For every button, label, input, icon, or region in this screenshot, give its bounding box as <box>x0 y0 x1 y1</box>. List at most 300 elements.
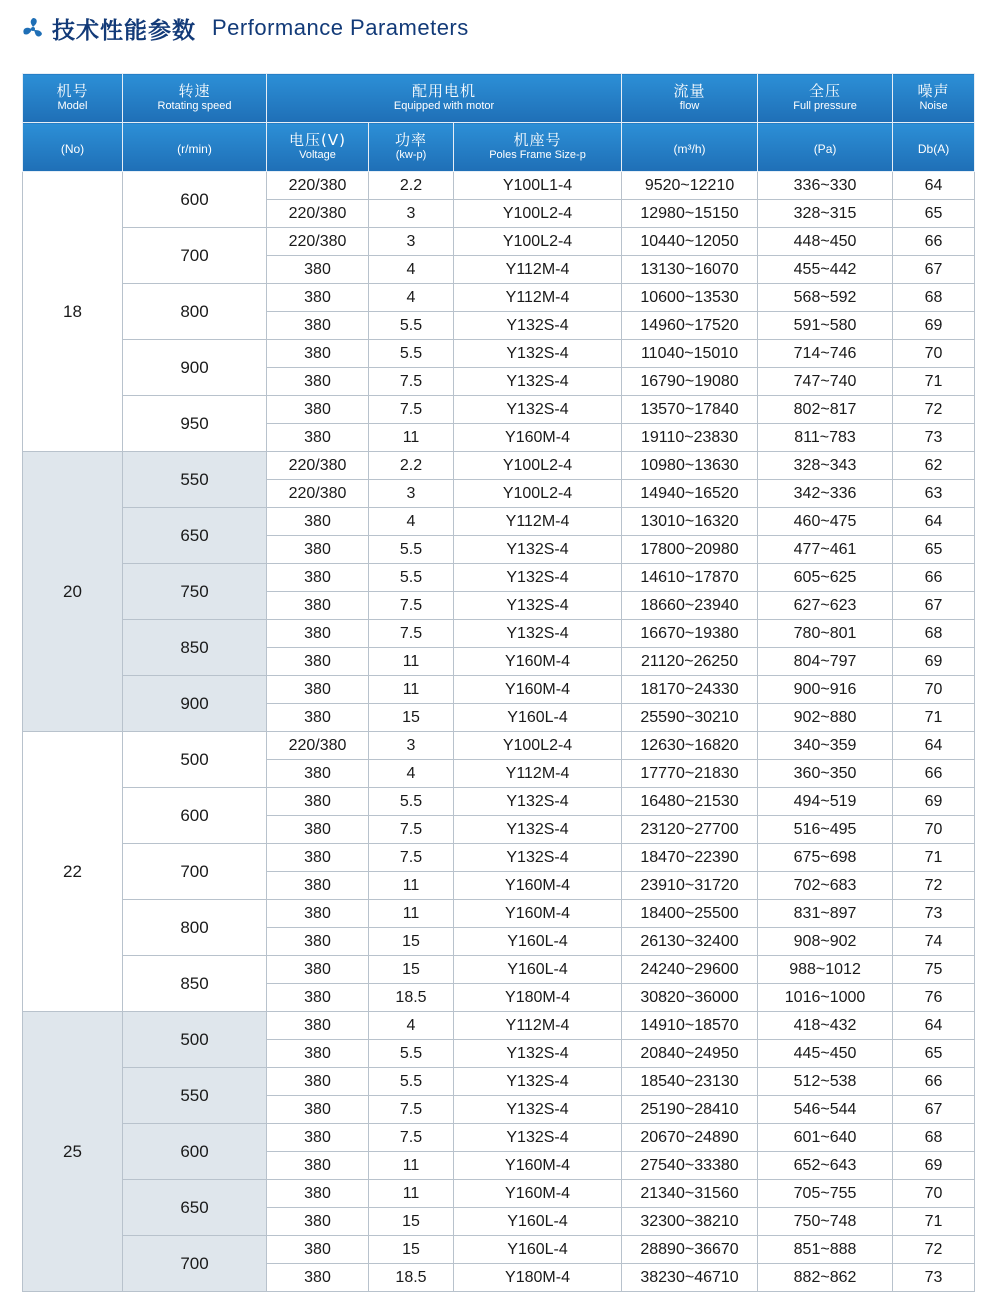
pressure-cell: 512~538 <box>758 1068 893 1096</box>
voltage-cell: 380 <box>267 816 369 844</box>
col-header-voltage: 电压(V) Voltage <box>267 123 369 172</box>
pressure-cell: 418~432 <box>758 1012 893 1040</box>
flow-cell: 32300~38210 <box>622 1208 758 1236</box>
frame-cell: Y112M-4 <box>454 760 622 788</box>
pressure-cell: 340~359 <box>758 732 893 760</box>
voltage-cell: 380 <box>267 396 369 424</box>
voltage-cell: 380 <box>267 760 369 788</box>
table-row <box>23 620 975 648</box>
frame-cell: Y160M-4 <box>454 648 622 676</box>
pressure-cell: 568~592 <box>758 284 893 312</box>
col-header-model: 机号 Model <box>23 74 123 123</box>
frame-cell: Y132S-4 <box>454 340 622 368</box>
pressure-cell: 831~897 <box>758 900 893 928</box>
flow-cell: 25590~30210 <box>622 704 758 732</box>
power-cell: 7.5 <box>369 620 454 648</box>
frame-cell: Y132S-4 <box>454 396 622 424</box>
frame-cell: Y132S-4 <box>454 368 622 396</box>
flow-cell: 14610~17870 <box>622 564 758 592</box>
pressure-cell: 902~880 <box>758 704 893 732</box>
table-row <box>23 1236 975 1264</box>
noise-cell: 70 <box>893 340 975 368</box>
flow-cell: 14910~18570 <box>622 1012 758 1040</box>
noise-cell: 67 <box>893 1096 975 1124</box>
model-number-cell: 18 <box>23 172 123 452</box>
voltage-cell: 380 <box>267 1096 369 1124</box>
noise-cell: 73 <box>893 424 975 452</box>
flow-cell: 18660~23940 <box>622 592 758 620</box>
table-row <box>23 732 975 760</box>
voltage-cell: 380 <box>267 1264 369 1292</box>
power-cell: 5.5 <box>369 564 454 592</box>
model-number-cell: 25 <box>23 1012 123 1292</box>
pressure-cell: 747~740 <box>758 368 893 396</box>
flow-cell: 17800~20980 <box>622 536 758 564</box>
power-cell: 4 <box>369 508 454 536</box>
voltage-cell: 220/380 <box>267 732 369 760</box>
noise-cell: 64 <box>893 1012 975 1040</box>
noise-cell: 69 <box>893 1152 975 1180</box>
page-title-en: Performance Parameters <box>212 15 469 40</box>
col-header-motor: 配用电机 Equipped with motor <box>267 74 622 123</box>
voltage-cell: 380 <box>267 872 369 900</box>
voltage-cell: 380 <box>267 1012 369 1040</box>
speed-cell: 600 <box>123 1124 267 1180</box>
voltage-cell: 380 <box>267 340 369 368</box>
power-cell: 5.5 <box>369 788 454 816</box>
col-header-speed: 转速 Rotating speed <box>123 74 267 123</box>
pressure-cell: 908~902 <box>758 928 893 956</box>
pressure-cell: 780~801 <box>758 620 893 648</box>
flow-cell: 20670~24890 <box>622 1124 758 1152</box>
model-number-cell: 20 <box>23 452 123 732</box>
table-row <box>23 1012 975 1040</box>
power-cell: 18.5 <box>369 1264 454 1292</box>
pressure-cell: 360~350 <box>758 760 893 788</box>
voltage-cell: 380 <box>267 928 369 956</box>
table-row <box>23 676 975 704</box>
noise-cell: 67 <box>893 256 975 284</box>
noise-cell: 66 <box>893 564 975 592</box>
frame-cell: Y160L-4 <box>454 1208 622 1236</box>
frame-cell: Y112M-4 <box>454 284 622 312</box>
flow-cell: 16790~19080 <box>622 368 758 396</box>
power-cell: 5.5 <box>369 312 454 340</box>
voltage-cell: 380 <box>267 1124 369 1152</box>
flow-cell: 14940~16520 <box>622 480 758 508</box>
flow-cell: 14960~17520 <box>622 312 758 340</box>
voltage-cell: 380 <box>267 704 369 732</box>
pressure-cell: 675~698 <box>758 844 893 872</box>
voltage-cell: 380 <box>267 312 369 340</box>
speed-cell: 850 <box>123 620 267 676</box>
flow-cell: 23910~31720 <box>622 872 758 900</box>
power-cell: 5.5 <box>369 340 454 368</box>
frame-cell: Y132S-4 <box>454 788 622 816</box>
flow-cell: 21340~31560 <box>622 1180 758 1208</box>
frame-cell: Y132S-4 <box>454 816 622 844</box>
flow-cell: 24240~29600 <box>622 956 758 984</box>
unit-model: (No) <box>23 123 123 172</box>
voltage-cell: 380 <box>267 648 369 676</box>
pressure-cell: 627~623 <box>758 592 893 620</box>
power-cell: 7.5 <box>369 1096 454 1124</box>
noise-cell: 66 <box>893 1068 975 1096</box>
power-cell: 7.5 <box>369 396 454 424</box>
page-header <box>20 8 469 48</box>
col-header-frame: 机座号 Poles Frame Size-p <box>454 123 622 172</box>
noise-cell: 72 <box>893 872 975 900</box>
noise-cell: 71 <box>893 1208 975 1236</box>
speed-cell: 700 <box>123 844 267 900</box>
frame-cell: Y132S-4 <box>454 592 622 620</box>
voltage-cell: 380 <box>267 1180 369 1208</box>
table-row <box>23 788 975 816</box>
table-row <box>23 844 975 872</box>
pressure-cell: 804~797 <box>758 648 893 676</box>
power-cell: 11 <box>369 900 454 928</box>
frame-cell: Y160M-4 <box>454 1152 622 1180</box>
power-cell: 11 <box>369 676 454 704</box>
frame-cell: Y180M-4 <box>454 984 622 1012</box>
flow-cell: 18400~25500 <box>622 900 758 928</box>
pressure-cell: 988~1012 <box>758 956 893 984</box>
speed-cell: 700 <box>123 1236 267 1292</box>
pressure-cell: 342~336 <box>758 480 893 508</box>
pressure-cell: 605~625 <box>758 564 893 592</box>
noise-cell: 74 <box>893 928 975 956</box>
unit-speed: (r/min) <box>123 123 267 172</box>
speed-cell: 550 <box>123 452 267 508</box>
power-cell: 3 <box>369 200 454 228</box>
col-header-noise: 噪声 Noise <box>893 74 975 123</box>
power-cell: 4 <box>369 256 454 284</box>
table-row <box>23 396 975 424</box>
page-title-cn: 技术性能参数 <box>52 17 196 44</box>
flow-cell: 10600~13530 <box>622 284 758 312</box>
pressure-cell: 546~544 <box>758 1096 893 1124</box>
noise-cell: 70 <box>893 1180 975 1208</box>
noise-cell: 72 <box>893 1236 975 1264</box>
power-cell: 7.5 <box>369 368 454 396</box>
table-row <box>23 508 975 536</box>
power-cell: 7.5 <box>369 592 454 620</box>
frame-cell: Y100L2-4 <box>454 732 622 760</box>
noise-cell: 69 <box>893 648 975 676</box>
noise-cell: 73 <box>893 1264 975 1292</box>
pressure-cell: 714~746 <box>758 340 893 368</box>
flow-cell: 21120~26250 <box>622 648 758 676</box>
noise-cell: 76 <box>893 984 975 1012</box>
voltage-cell: 380 <box>267 844 369 872</box>
flow-cell: 13010~16320 <box>622 508 758 536</box>
noise-cell: 69 <box>893 788 975 816</box>
speed-cell: 900 <box>123 340 267 396</box>
noise-cell: 67 <box>893 592 975 620</box>
pressure-cell: 900~916 <box>758 676 893 704</box>
unit-noise: Db(A) <box>893 123 975 172</box>
flow-cell: 12980~15150 <box>622 200 758 228</box>
frame-cell: Y112M-4 <box>454 1012 622 1040</box>
flow-cell: 18170~24330 <box>622 676 758 704</box>
flow-cell: 18470~22390 <box>622 844 758 872</box>
speed-cell: 600 <box>123 788 267 844</box>
frame-cell: Y100L2-4 <box>454 200 622 228</box>
power-cell: 15 <box>369 1236 454 1264</box>
speed-cell: 700 <box>123 228 267 284</box>
noise-cell: 64 <box>893 732 975 760</box>
noise-cell: 71 <box>893 844 975 872</box>
noise-cell: 70 <box>893 676 975 704</box>
table-row <box>23 1068 975 1096</box>
flow-cell: 25190~28410 <box>622 1096 758 1124</box>
noise-cell: 64 <box>893 172 975 200</box>
col-header-flow: 流量 flow <box>622 74 758 123</box>
pressure-cell: 328~315 <box>758 200 893 228</box>
unit-flow: (m³/h) <box>622 123 758 172</box>
flow-cell: 13570~17840 <box>622 396 758 424</box>
flow-cell: 27540~33380 <box>622 1152 758 1180</box>
flow-cell: 11040~15010 <box>622 340 758 368</box>
power-cell: 11 <box>369 1180 454 1208</box>
speed-cell: 500 <box>123 732 267 788</box>
voltage-cell: 220/380 <box>267 172 369 200</box>
power-cell: 11 <box>369 648 454 676</box>
frame-cell: Y160L-4 <box>454 956 622 984</box>
power-cell: 5.5 <box>369 1068 454 1096</box>
voltage-cell: 380 <box>267 284 369 312</box>
table-row <box>23 956 975 984</box>
frame-cell: Y132S-4 <box>454 1040 622 1068</box>
voltage-cell: 380 <box>267 564 369 592</box>
table-row <box>23 1124 975 1152</box>
flow-cell: 20840~24950 <box>622 1040 758 1068</box>
flow-cell: 12630~16820 <box>622 732 758 760</box>
frame-cell: Y160M-4 <box>454 900 622 928</box>
speed-cell: 500 <box>123 1012 267 1068</box>
noise-cell: 66 <box>893 760 975 788</box>
power-cell: 11 <box>369 424 454 452</box>
noise-cell: 71 <box>893 704 975 732</box>
voltage-cell: 220/380 <box>267 480 369 508</box>
frame-cell: Y100L2-4 <box>454 480 622 508</box>
power-cell: 2.2 <box>369 172 454 200</box>
pressure-cell: 448~450 <box>758 228 893 256</box>
flow-cell: 16670~19380 <box>622 620 758 648</box>
pressure-cell: 851~888 <box>758 1236 893 1264</box>
frame-cell: Y180M-4 <box>454 1264 622 1292</box>
table-row <box>23 228 975 256</box>
frame-cell: Y160M-4 <box>454 676 622 704</box>
power-cell: 7.5 <box>369 844 454 872</box>
noise-cell: 72 <box>893 396 975 424</box>
noise-cell: 75 <box>893 956 975 984</box>
frame-cell: Y100L2-4 <box>454 228 622 256</box>
power-cell: 3 <box>369 480 454 508</box>
voltage-cell: 380 <box>267 592 369 620</box>
pressure-cell: 652~643 <box>758 1152 893 1180</box>
flow-cell: 28890~36670 <box>622 1236 758 1264</box>
pressure-cell: 802~817 <box>758 396 893 424</box>
voltage-cell: 380 <box>267 1208 369 1236</box>
power-cell: 11 <box>369 872 454 900</box>
pressure-cell: 750~748 <box>758 1208 893 1236</box>
pressure-cell: 445~450 <box>758 1040 893 1068</box>
voltage-cell: 380 <box>267 900 369 928</box>
frame-cell: Y132S-4 <box>454 1124 622 1152</box>
voltage-cell: 380 <box>267 536 369 564</box>
power-cell: 7.5 <box>369 1124 454 1152</box>
flow-cell: 13130~16070 <box>622 256 758 284</box>
flow-cell: 23120~27700 <box>622 816 758 844</box>
voltage-cell: 220/380 <box>267 228 369 256</box>
power-cell: 7.5 <box>369 816 454 844</box>
pressure-cell: 455~442 <box>758 256 893 284</box>
voltage-cell: 220/380 <box>267 200 369 228</box>
speed-cell: 850 <box>123 956 267 1012</box>
power-cell: 4 <box>369 760 454 788</box>
table-body <box>23 172 975 1292</box>
noise-cell: 68 <box>893 1124 975 1152</box>
speed-cell: 650 <box>123 1180 267 1236</box>
frame-cell: Y160M-4 <box>454 872 622 900</box>
frame-cell: Y100L2-4 <box>454 452 622 480</box>
pressure-cell: 705~755 <box>758 1180 893 1208</box>
voltage-cell: 380 <box>267 620 369 648</box>
power-cell: 11 <box>369 1152 454 1180</box>
power-cell: 15 <box>369 704 454 732</box>
frame-cell: Y132S-4 <box>454 620 622 648</box>
noise-cell: 62 <box>893 452 975 480</box>
frame-cell: Y132S-4 <box>454 1068 622 1096</box>
flow-cell: 10980~13630 <box>622 452 758 480</box>
frame-cell: Y160L-4 <box>454 704 622 732</box>
power-cell: 4 <box>369 284 454 312</box>
frame-cell: Y112M-4 <box>454 256 622 284</box>
flow-cell: 9520~12210 <box>622 172 758 200</box>
voltage-cell: 380 <box>267 984 369 1012</box>
power-cell: 4 <box>369 1012 454 1040</box>
flow-cell: 17770~21830 <box>622 760 758 788</box>
frame-cell: Y132S-4 <box>454 564 622 592</box>
noise-cell: 65 <box>893 200 975 228</box>
voltage-cell: 380 <box>267 256 369 284</box>
noise-cell: 73 <box>893 900 975 928</box>
flow-cell: 30820~36000 <box>622 984 758 1012</box>
speed-cell: 800 <box>123 900 267 956</box>
table-row <box>23 340 975 368</box>
power-cell: 5.5 <box>369 1040 454 1068</box>
voltage-cell: 380 <box>267 788 369 816</box>
frame-cell: Y112M-4 <box>454 508 622 536</box>
voltage-cell: 380 <box>267 1068 369 1096</box>
power-cell: 15 <box>369 956 454 984</box>
frame-cell: Y132S-4 <box>454 312 622 340</box>
voltage-cell: 380 <box>267 508 369 536</box>
noise-cell: 65 <box>893 536 975 564</box>
voltage-cell: 380 <box>267 424 369 452</box>
speed-cell: 950 <box>123 396 267 452</box>
pressure-cell: 702~683 <box>758 872 893 900</box>
power-cell: 5.5 <box>369 536 454 564</box>
power-cell: 2.2 <box>369 452 454 480</box>
voltage-cell: 380 <box>267 1040 369 1068</box>
voltage-cell: 380 <box>267 676 369 704</box>
pressure-cell: 336~330 <box>758 172 893 200</box>
fan-blade-icon <box>20 15 46 41</box>
pressure-cell: 601~640 <box>758 1124 893 1152</box>
table-row <box>23 172 975 200</box>
model-number-cell: 22 <box>23 732 123 1012</box>
flow-cell: 16480~21530 <box>622 788 758 816</box>
frame-cell: Y132S-4 <box>454 844 622 872</box>
pressure-cell: 1016~1000 <box>758 984 893 1012</box>
power-cell: 3 <box>369 228 454 256</box>
table-row <box>23 284 975 312</box>
table-row <box>23 564 975 592</box>
speed-cell: 800 <box>123 284 267 340</box>
noise-cell: 70 <box>893 816 975 844</box>
frame-cell: Y132S-4 <box>454 1096 622 1124</box>
col-header-power: 功率 (kw-p) <box>369 123 454 172</box>
pressure-cell: 494~519 <box>758 788 893 816</box>
noise-cell: 71 <box>893 368 975 396</box>
pressure-cell: 811~783 <box>758 424 893 452</box>
flow-cell: 26130~32400 <box>622 928 758 956</box>
frame-cell: Y160M-4 <box>454 424 622 452</box>
frame-cell: Y132S-4 <box>454 536 622 564</box>
power-cell: 15 <box>369 928 454 956</box>
flow-cell: 10440~12050 <box>622 228 758 256</box>
noise-cell: 63 <box>893 480 975 508</box>
table-row <box>23 900 975 928</box>
power-cell: 3 <box>369 732 454 760</box>
power-cell: 18.5 <box>369 984 454 1012</box>
noise-cell: 65 <box>893 1040 975 1068</box>
voltage-cell: 380 <box>267 368 369 396</box>
frame-cell: Y100L1-4 <box>454 172 622 200</box>
noise-cell: 68 <box>893 620 975 648</box>
speed-cell: 600 <box>123 172 267 228</box>
frame-cell: Y160L-4 <box>454 1236 622 1264</box>
noise-cell: 69 <box>893 312 975 340</box>
table-row <box>23 452 975 480</box>
pressure-cell: 516~495 <box>758 816 893 844</box>
pressure-cell: 882~862 <box>758 1264 893 1292</box>
frame-cell: Y160M-4 <box>454 1180 622 1208</box>
performance-table <box>22 73 975 1292</box>
speed-cell: 900 <box>123 676 267 732</box>
noise-cell: 66 <box>893 228 975 256</box>
noise-cell: 64 <box>893 508 975 536</box>
power-cell: 15 <box>369 1208 454 1236</box>
voltage-cell: 380 <box>267 1236 369 1264</box>
unit-pressure: (Pa) <box>758 123 893 172</box>
voltage-cell: 220/380 <box>267 452 369 480</box>
pressure-cell: 460~475 <box>758 508 893 536</box>
speed-cell: 750 <box>123 564 267 620</box>
frame-cell: Y160L-4 <box>454 928 622 956</box>
voltage-cell: 380 <box>267 956 369 984</box>
pressure-cell: 328~343 <box>758 452 893 480</box>
flow-cell: 38230~46710 <box>622 1264 758 1292</box>
voltage-cell: 380 <box>267 1152 369 1180</box>
noise-cell: 68 <box>893 284 975 312</box>
flow-cell: 18540~23130 <box>622 1068 758 1096</box>
speed-cell: 650 <box>123 508 267 564</box>
pressure-cell: 591~580 <box>758 312 893 340</box>
table-row <box>23 1180 975 1208</box>
